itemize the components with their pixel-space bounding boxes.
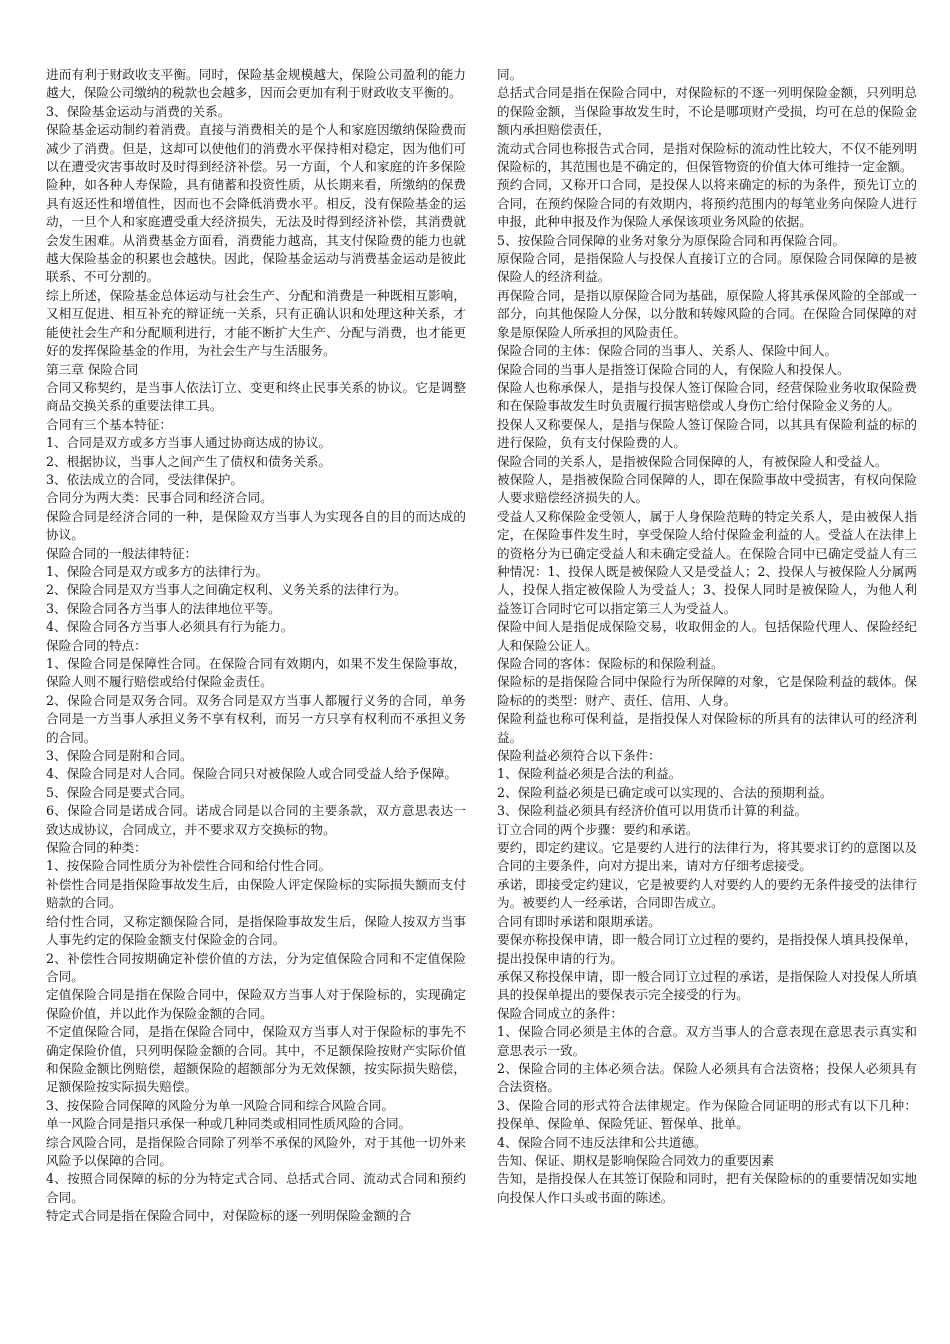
paragraph: 保险合同的一般法律特征： (46, 545, 198, 561)
paragraph: 不定值保险合同，是指在保险合同中，保险双方当事人对于保险标的事先不确定保险价值，只列明保险金额的合同。其中，不足额保险按财产实际价值和保险金额比例赔偿，超额保险的超额部分为无效保额，按实际损失赔偿，足额保险按实际损失赔偿。 (46, 1024, 466, 1095)
paragraph: 进而有利于财政收支平衡。同时，保险基金规模越大，保险公司盈利的能力越大，保险公司缴纳的税款也会越多，因而会更加有利于财政收支平衡的。 (46, 67, 466, 101)
paragraph: 2、补偿性合同按期确定补偿价值的方法，分为定值保险合同和不定值保险合同。 (46, 950, 466, 984)
paragraph: 合同有三个基本特征： (46, 416, 172, 432)
paragraph: 3、保险基金运动与消费的关系。 (46, 103, 231, 119)
paragraph: 保险合同的当事人是指签订保险合同的人，有保险人和投保人。 (497, 361, 850, 377)
paragraph: 综合风险合同，是指保险合同除了列举不承保的风险外，对于其他一切外来风险予以保障的合同。 (46, 1134, 466, 1168)
paragraph: 2、根据协议，当事人之间产生了债权和债务关系。 (46, 453, 332, 469)
paragraph: 1、按保险合同性质分为补偿性合同和给付性合同。 (46, 858, 332, 874)
right-column (497, 66, 917, 1207)
paragraph: 保险合同的特点： (46, 637, 147, 653)
paragraph: 保险合同成立的条件： (497, 1005, 623, 1021)
paragraph: 承诺，即接受定约建议，它是被要约人对要约人的要约无条件接受的法律行为。被要约人一经承诺，合同即告成立。 (497, 876, 917, 911)
paragraph: 单一风险合同是指只承保一种或几种同类或相同性质风险的合同。 (46, 1116, 412, 1132)
paragraph: 保险合同的客体：保险标的和保险利益。 (497, 656, 724, 671)
paragraph: 保险人也称承保人，是指与投保人签订保险合同，经营保险业务收取保险费和在保险事故发生时负责履行损害赔偿或人身伤亡给付保险金义务的人。 (497, 379, 917, 414)
paragraph: 1、保险合同是保障性合同。在保险合同有效期内，如果不发生保险事故，保险人则不履行赔偿或给付保险金责任。 (46, 656, 466, 690)
paragraph: 4、保险合同各方当事人必须具有行为能力。 (46, 619, 294, 635)
paragraph: 同。 (497, 67, 523, 82)
paragraph: 2、保险利益必须是已确定或可以实现的、合法的预期利益。 (497, 784, 833, 800)
paragraph: 告知，是指投保人在其签订保险和同时，把有关保险标的的重要情况如实地向投保人作口头或书面的陈述。 (497, 1171, 917, 1205)
paragraph: 要约，即定约建议。它是要约人进行的法律行为，将其要求订约的意图以及合同的主要条件，向对方提出来，请对方仔细考虑接受。 (497, 840, 917, 874)
paragraph: 3、依法成立的合同，受法律保护。 (46, 471, 243, 487)
paragraph: 原保险合同，是指保险人与投保人直接订立的合同。原保险合同保障的是被保险人的经济利益。 (497, 251, 917, 285)
paragraph: 要保亦称投保申请，即一般合同订立过程的要约，是指投保人填具投保单，提出投保申请的行为。 (497, 932, 917, 966)
paragraph: 保险利益也称可保利益，是指投保人对保险标的所具有的法律认可的经济利益。 (497, 711, 917, 745)
paragraph: 5、按保险合同保障的业务对象分为原保险合同和再保险合同。 (497, 232, 846, 248)
paragraph: 总括式合同是指在保险合同中，对保险标的不逐一列明保险金额，只列明总的保险金额，当保险事故发生时，不论是哪项财产受损，均可在总的保险金额内承担赔偿责任， (497, 85, 917, 138)
paragraph: 3、保险合同是附和合同。 (46, 748, 193, 764)
paragraph: 特定式合同是指在保险合同中，对保险标的逐一列明保险金额的合 (46, 1208, 412, 1224)
paragraph: 合同分为两大类：民事合同和经济合同。 (46, 490, 273, 506)
paragraph: 5、保险合同是要式合同。 (46, 784, 193, 800)
paragraph: 2、保险合同的主体必须合法。保险人必须具有合法资格；投保人必须具有合法资格。 (497, 1060, 917, 1095)
paragraph: 定值保险合同是指在保险合同中，保险双方当事人对于保险标的，实现确定保险价值，并以此作为保险金额的合同。 (46, 987, 466, 1021)
paragraph: 第三章 保险合同 (46, 361, 139, 377)
paragraph: 保险合同的关系人，是指被保险合同保障的人，有被保险人和受益人。 (497, 453, 888, 469)
paragraph: 告知、保证、期权是影响保险合同效力的重要因素 (497, 1152, 775, 1168)
paragraph: 4、按照合同保障的标的分为特定式合同、总括式合同、流动式合同和预约合同。 (46, 1171, 466, 1205)
paragraph: 预约合同，又称开口合同，是投保人以将来确定的标的为条件，预先订立的合同，在预约保险合同的有效期内，将预约范围内的每笔业务向保险人进行申报，此种申报及作为保险人承保该项业务风险的依据。 (497, 177, 917, 230)
paragraph: 1、保险合同是双方或多方的法律行为。 (46, 563, 269, 579)
paragraph: 订立合同的两个步骤：要约和承诺。 (497, 821, 699, 837)
paragraph: 4、保险合同是对人合同。保险合同只对被保险人或合同受益人给予保障。 (46, 766, 458, 782)
paragraph: 1、保险利益必须是合法的利益。 (497, 766, 682, 782)
paragraph: 再保险合同，是指以原保险合同为基础，原保险人将其承保风险的全部或一部分，向其他保险人分保，以分散和转嫁风险的合同。在保险合同保障的对象是原保险人所承担的风险责任。 (497, 287, 917, 340)
paragraph: 保险合同是经济合同的一种，是保险双方当事人为实现各自的目的而达成的协议。 (46, 508, 466, 543)
paragraph: 1、合同是双方或多方当事人通过协商达成的协议。 (46, 435, 332, 451)
paragraph: 3、保险合同各方当事人的法律地位平等。 (46, 600, 281, 616)
paragraph: 合同有即时承诺和限期承诺。 (497, 913, 661, 929)
paragraph: 保险合同的主体：保险合同的当事人、关系人、保险中间人。 (497, 343, 838, 359)
paragraph: 2、保险合同是双务合同。双务合同是双方当事人都履行义务的合同，单务合同是一方当事人承担义务不享有权利，而另一方只享有权利而不承担义务的合同。 (46, 692, 466, 745)
paragraph: 保险基金运动制约着消费。直接与消费相关的是个人和家庭因缴纳保险费而减少了消费。但是，这却可以使他们的消费水平保持相对稳定，因为他们可以在遭受灾害事故时及时得到经济补偿。另一方面，个人和家庭的许多保险险种，如各种人寿保险，具有储蓄和投资性质，从长期来看，所缴纳的保费具有返还性和增值性，因而也不会降低消费水平。相反，没有保险基金的运动，一旦个人和家庭遭受重大经济损失，无法及时得到经济补偿，其消费就会发生困难。从消费基金方面看，消费能力越高，其支付保险费的能力也就越大保险基金的积累也会越快。因此，保险基金运动与消费基金运动是彼此联系、不可分割的。 (46, 122, 466, 285)
paragraph: 流动式合同也称报告式合同，是指对保险标的流动性比较大，不仅不能列明保险标的，其范围也是不确定的，但保管物资的价值大体可维持一定金额。 (497, 140, 917, 175)
left-column (46, 66, 466, 1226)
paragraph: 6、保险合同是诺成合同。诺成合同是以合同的主要条款，双方意思表达一致达成协议，合同成立，并不要求双方交换标的物。 (46, 803, 466, 837)
paragraph: 被保险人，是指被保险合同保障的人，即在保险事故中受损害，有权向保险人要求赔偿经济损失的人。 (497, 471, 917, 506)
paragraph: 给付性合同，又称定额保险合同，是指保险事故发生后，保险人按双方当事人事先约定的保险金额支付保险金的合同。 (46, 913, 466, 948)
paragraph: 3、保险利益必须具有经济价值可以用货币计算的利益。 (497, 803, 808, 819)
paragraph: 综上所述，保险基金总体运动与社会生产、分配和消费是一种既相互影响，又相互促进、相互补充的辩证统一关系，只有正确认识和处理这种关系，才能使社会生产和分配顺利进行，才能不断扩大生产、分配与消费，也才能更好的发挥保险基金的作用，为社会生产与生活服务。 (46, 287, 466, 359)
paragraph: 承保又称投保申请，即一般合同订立过程的承诺，是指保险人对投保人所填具的投保单提出的要保表示完全接受的行为。 (497, 968, 917, 1003)
paragraph: 保险标的是指保险合同中保险行为所保障的对象，它是保险利益的载体。保险标的的类型：财产、责任、信用、人身。 (497, 674, 917, 708)
paragraph: 补偿性合同是指保险事故发生后，由保险人评定保险标的实际损失额而支付赔款的合同。 (46, 876, 466, 911)
paragraph: 3、按保险合同保障的风险分为单一风险合同和综合风险合同。 (46, 1097, 395, 1113)
paragraph: 4、保险合同不违反法律和公共道德。 (497, 1134, 707, 1150)
paragraph: 2、保险合同是双方当事人之间确定权利、义务关系的法律行为。 (46, 582, 407, 598)
paragraph: 保险利益必须符合以下条件： (497, 748, 661, 764)
paragraph: 受益人又称保险金受领人，属于人身保险范畴的特定关系人，是由被保人指定，在保险事件发生时，享受保险人给付保险金利益的人。受益人在法律上的资格分为已确定受益人和未确定受益人。在保险合同中已确定受益人有三种情况：1、投保人既是被保险人又是受益人；2、投保人与被保险人分属两人，投保人指定被保险人为受益人；3、投保人同时是被保险人，为他人利益签订合同时它可以指定第三人为受益人。 (497, 508, 917, 616)
paragraph: 保险中间人是指促成保险交易，收取佣金的人。包括保险代理人、保险经纪人和保险公证人。 (497, 619, 917, 653)
paragraph: 合同又称契约，是当事人依法订立、变更和终止民事关系的协议。它是调整商品交换关系的重要法律工具。 (46, 379, 466, 414)
paragraph: 3、保险合同的形式符合法律规定。作为保险合同证明的形式有以下几种：投保单、保险单、保险凭证、暂保单、批单。 (497, 1097, 917, 1132)
paragraph: 保险合同的种类： (46, 840, 147, 856)
paragraph: 1、保险合同必须是主体的合意。双方当事人的合意表现在意思表示真实和意思表示一致。 (497, 1024, 917, 1058)
paragraph: 投保人又称要保人，是指与保险人签订保险合同，以其具有保险利益的标的进行保险，负有支付保险费的人。 (497, 416, 917, 451)
